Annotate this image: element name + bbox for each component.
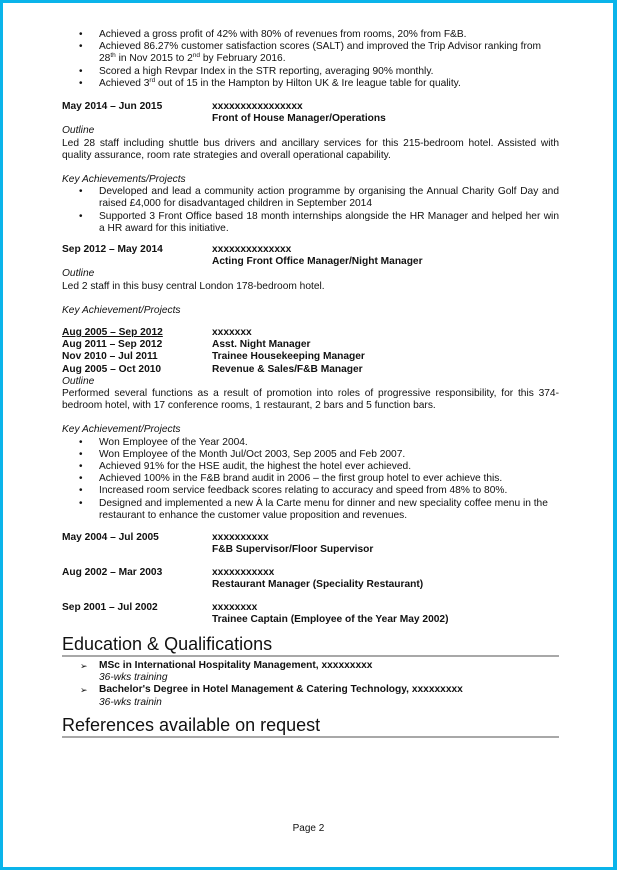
- job-title: Restaurant Manager (Speciality Restaurant): [212, 579, 424, 591]
- degree: MSc in International Hospitality Management, xxxxxxxxx: [99, 660, 373, 671]
- list-item: • Scored a high Revpar Index in the STR reporting, averaging 90% monthly.: [62, 66, 559, 78]
- list-item: • Achieved 86.27% customer satisfaction scores (SALT) and improved the Trip Advisor ranking from 28th in Nov 2015 to 2nd by February 2016.: [62, 41, 559, 65]
- job-header: [62, 327, 559, 339]
- job-employer: xxxxxxxxxxx: [212, 567, 275, 578]
- education-list: [62, 660, 559, 709]
- list-item: [62, 660, 559, 684]
- outline-label: Outline: [62, 268, 95, 280]
- job-date: May 2014 – Jun 2015: [62, 101, 163, 112]
- job-entry: [62, 602, 559, 626]
- role-row: Aug 2005 – Oct 2010 Revenue & Sales/F&B Manager: [62, 363, 363, 375]
- job-entry: [62, 244, 559, 317]
- job-date: Aug 2005 – Sep 2012: [62, 327, 163, 338]
- job-header: [62, 244, 559, 256]
- outline-label: Outline: [62, 125, 95, 137]
- job-employer: xxxxxxxxxxxxxx: [212, 244, 292, 255]
- achievements-label: Key Achievements/Projects: [62, 174, 186, 186]
- list-item: • Won Employee of the Month Jul/Oct 2003, Sep 2005 and Feb 2007.: [62, 449, 559, 461]
- job-employer: xxxxxxxxxx: [212, 532, 269, 543]
- list-item: • Increased room service feedback scores relating to accuracy and speed from 48% to 80%.: [62, 485, 559, 497]
- degree-note: 36-wks trainin: [99, 696, 162, 708]
- degree: Bachelor's Degree in Hotel Management & Catering Technology, xxxxxxxxx: [99, 684, 463, 696]
- arrow-bullet-icon: ➢: [80, 661, 88, 671]
- outline-label: Outline: [62, 375, 95, 387]
- page-number: Page 2: [292, 823, 325, 834]
- previous-role-achievements: [62, 29, 559, 90]
- role-row: Nov 2010 – Jul 2011 Trainee Housekeeping Manager: [62, 351, 365, 363]
- achievements-label: Key Achievement/Projects: [62, 304, 181, 316]
- job-employer: xxxxxxxxxxxxxxxx: [212, 101, 303, 112]
- job-employer: xxxxxxx: [212, 327, 252, 338]
- job-date: May 2004 – Jul 2005: [62, 532, 159, 543]
- job-outline: Led 2 staff in this busy central London 178-bedroom hotel.: [62, 280, 325, 292]
- achievements-label: Key Achievement/Projects: [62, 424, 181, 436]
- job-date: Sep 2012 – May 2014: [62, 244, 163, 255]
- job-date: Aug 2002 – Mar 2003: [62, 567, 163, 578]
- job-outline: Led 28 staff including shuttle bus drivers and ancillary services for this 215-bedroom hotel. Assisted with quality assurance, room rate strategies and overall operational capability.: [62, 137, 559, 161]
- job-employer: xxxxxxxx: [212, 602, 258, 613]
- job-entry: [62, 567, 559, 591]
- degree-note: 36-wks training: [99, 672, 168, 684]
- achievements-list: [62, 437, 559, 522]
- list-item: • Designed and implemented a new À la Carte menu for dinner and new speciality coffee menu in the restaurant to enhance the customer value proposition and revenues.: [62, 498, 559, 522]
- list-item: [62, 684, 559, 708]
- references-heading: References available on request: [62, 715, 559, 738]
- education-heading: Education & Qualifications: [62, 634, 559, 657]
- job-date: Sep 2001 – Jul 2002: [62, 602, 158, 613]
- list-item: • Achieved 91% for the HSE audit, the highest the hotel ever achieved.: [62, 461, 559, 473]
- job-header: [62, 101, 559, 113]
- job-title: Front of House Manager/Operations: [212, 113, 386, 125]
- achievements-list: [62, 186, 559, 235]
- list-item: • Supported 3 Front Office based 18 month internships alongside the HR Manager and helped her win a HR award for this initiative.: [62, 211, 559, 235]
- list-item: • Won Employee of the Year 2004.: [62, 437, 559, 449]
- role-row: Aug 2011 – Sep 2012 Asst. Night Manager: [62, 339, 311, 351]
- list-item: • Developed and lead a community action programme by organising the Annual Charity Golf Day and raised £4,000 for disadvantaged children in September 2014: [62, 186, 559, 210]
- list-item: • Achieved 3rd out of 15 in the Hampton by Hilton UK & Ire league table for quality.: [62, 78, 559, 90]
- job-entry: [62, 327, 559, 522]
- job-entry: [62, 101, 559, 235]
- arrow-bullet-icon: ➢: [80, 685, 88, 696]
- job-outline: Performed several functions as a result of promotion into roles of progressive responsibility, for this 374-bedroom hotel, with 17 conference rooms, 1 restaurant, 2 bars and 5 function bars.: [62, 388, 559, 412]
- job-entry: [62, 532, 559, 556]
- job-title: F&B Supervisor/Floor Supervisor: [212, 544, 374, 556]
- list-item: • Achieved 100% in the F&B brand audit in 2006 – the first group hotel to ever achieve this.: [62, 473, 559, 485]
- job-title: Acting Front Office Manager/Night Manager: [212, 256, 423, 268]
- list-item: • Achieved a gross profit of 42% with 80% of revenues from rooms, 20% from F&B.: [62, 29, 559, 41]
- job-title: Trainee Captain (Employee of the Year May 2002): [212, 614, 449, 626]
